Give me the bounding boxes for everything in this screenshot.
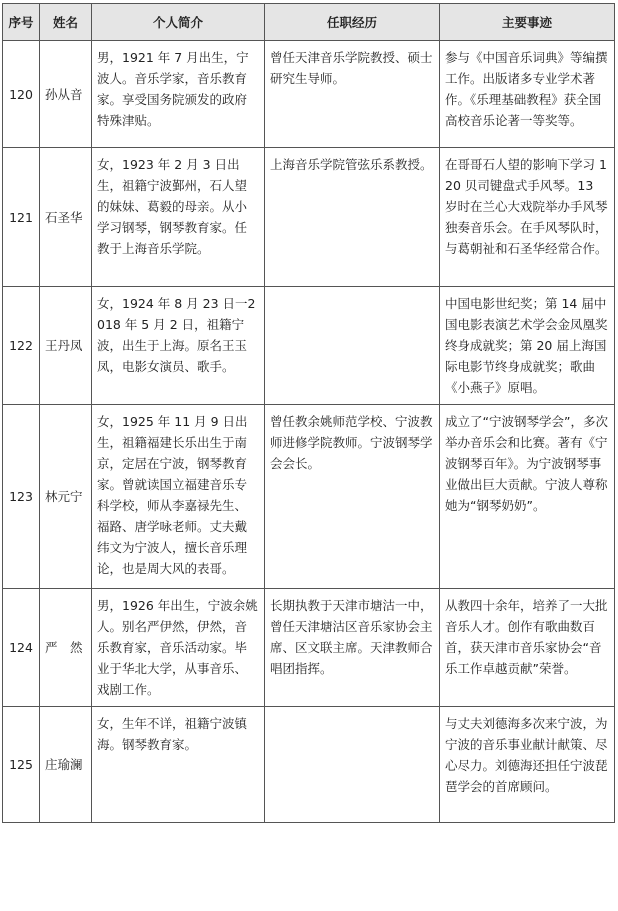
row-bio: 男，1926 年出生，宁波余姚人。别名严伊然，伊然，音乐教育家，音乐活动家。毕业于华北大学，从事音乐、戏剧工作。 [92, 589, 265, 707]
table-row [3, 589, 615, 707]
header-career: 任职经历 [265, 4, 440, 41]
row-name: 石圣华 [40, 148, 92, 287]
header-bio: 个人简介 [92, 4, 265, 41]
row-bio: 女，1925 年 11 月 9 日出生，祖籍福建长乐出生于南京，定居在宁波，钢琴教育家。曾就读国立福建音乐专科学校，师从李嘉禄先生、福路、唐学咏老师。丈夫戴纬文为宁波人，擅长音乐理论，也是周大风的表哥。 [92, 405, 265, 589]
row-number: 125 [3, 707, 40, 823]
header-row [3, 4, 615, 41]
table-row [3, 707, 615, 823]
table-row [3, 287, 615, 405]
table-row [3, 148, 615, 287]
row-deeds: 成立了“宁波钢琴学会”，多次举办音乐会和比赛。著有《宁波钢琴百年》。为宁波钢琴事业做出巨大贡献。宁波人尊称她为“钢琴奶奶”。 [440, 405, 615, 589]
row-deeds: 从教四十余年，培养了一大批音乐人才。创作有歌曲数百首，获天津市音乐家协会“音乐工作卓越贡献”荣誉。 [440, 589, 615, 707]
row-number: 122 [3, 287, 40, 405]
row-name: 孙从音 [40, 41, 92, 148]
row-number: 123 [3, 405, 40, 589]
row-deeds: 参与《中国音乐词典》等编撰工作。出版诸多专业学术著作。《乐理基础教程》获全国高校音乐论著一等奖等。 [440, 41, 615, 148]
table-row [3, 41, 615, 148]
row-deeds: 与丈夫刘德海多次来宁波，为宁波的音乐事业献计献策、尽心尽力。刘德海还担任宁波琵琶学会的首席顾问。 [440, 707, 615, 823]
row-deeds: 在哥哥石人望的影响下学习 120 贝司键盘式手风琴。13 岁时在兰心大戏院举办手风琴独奏音乐会。在手风琴队时，与葛朝祉和石圣华经常合作。 [440, 148, 615, 287]
header-deeds: 主要事迹 [440, 4, 615, 41]
row-bio: 女，生年不详，祖籍宁波镇海。钢琴教育家。 [92, 707, 265, 823]
header-num: 序号 [3, 4, 40, 41]
row-career: 长期执教于天津市塘沽一中，曾任天津塘沽区音乐家协会主席、区文联主席。天津教师合唱团指挥。 [265, 589, 440, 707]
header-name: 姓名 [40, 4, 92, 41]
row-career: 上海音乐学院管弦乐系教授。 [265, 148, 440, 287]
row-name: 林元宁 [40, 405, 92, 589]
row-bio: 女，1923 年 2 月 3 日出生，祖籍宁波鄞州，石人望的妹妹、葛毅的母亲。从小学习钢琴，钢琴教育家。任教于上海音乐学院。 [92, 148, 265, 287]
row-career: 曾任教余姚师范学校、宁波教师进修学院教师。宁波钢琴学会会长。 [265, 405, 440, 589]
row-name: 严 然 [40, 589, 92, 707]
row-career [265, 707, 440, 823]
row-name: 庄瑜澜 [40, 707, 92, 823]
row-name: 王丹凤 [40, 287, 92, 405]
row-career [265, 287, 440, 405]
table-row [3, 405, 615, 589]
row-bio: 男，1921 年 7 月出生，宁波人。音乐学家，音乐教育家。享受国务院颁发的政府特殊津贴。 [92, 41, 265, 148]
row-number: 121 [3, 148, 40, 287]
row-number: 124 [3, 589, 40, 707]
row-number: 120 [3, 41, 40, 148]
row-deeds: 中国电影世纪奖；第 14 届中国电影表演艺术学会金凤凰奖终身成就奖；第 20 届上海国际电影节终身成就奖；歌曲《小燕子》原唱。 [440, 287, 615, 405]
musicians-table [2, 3, 615, 823]
row-career: 曾任天津音乐学院教授、硕士研究生导师。 [265, 41, 440, 148]
row-bio: 女，1924 年 8 月 23 日一2018 年 5 月 2 日，祖籍宁波，出生于上海。原名王玉凤，电影女演员、歌手。 [92, 287, 265, 405]
